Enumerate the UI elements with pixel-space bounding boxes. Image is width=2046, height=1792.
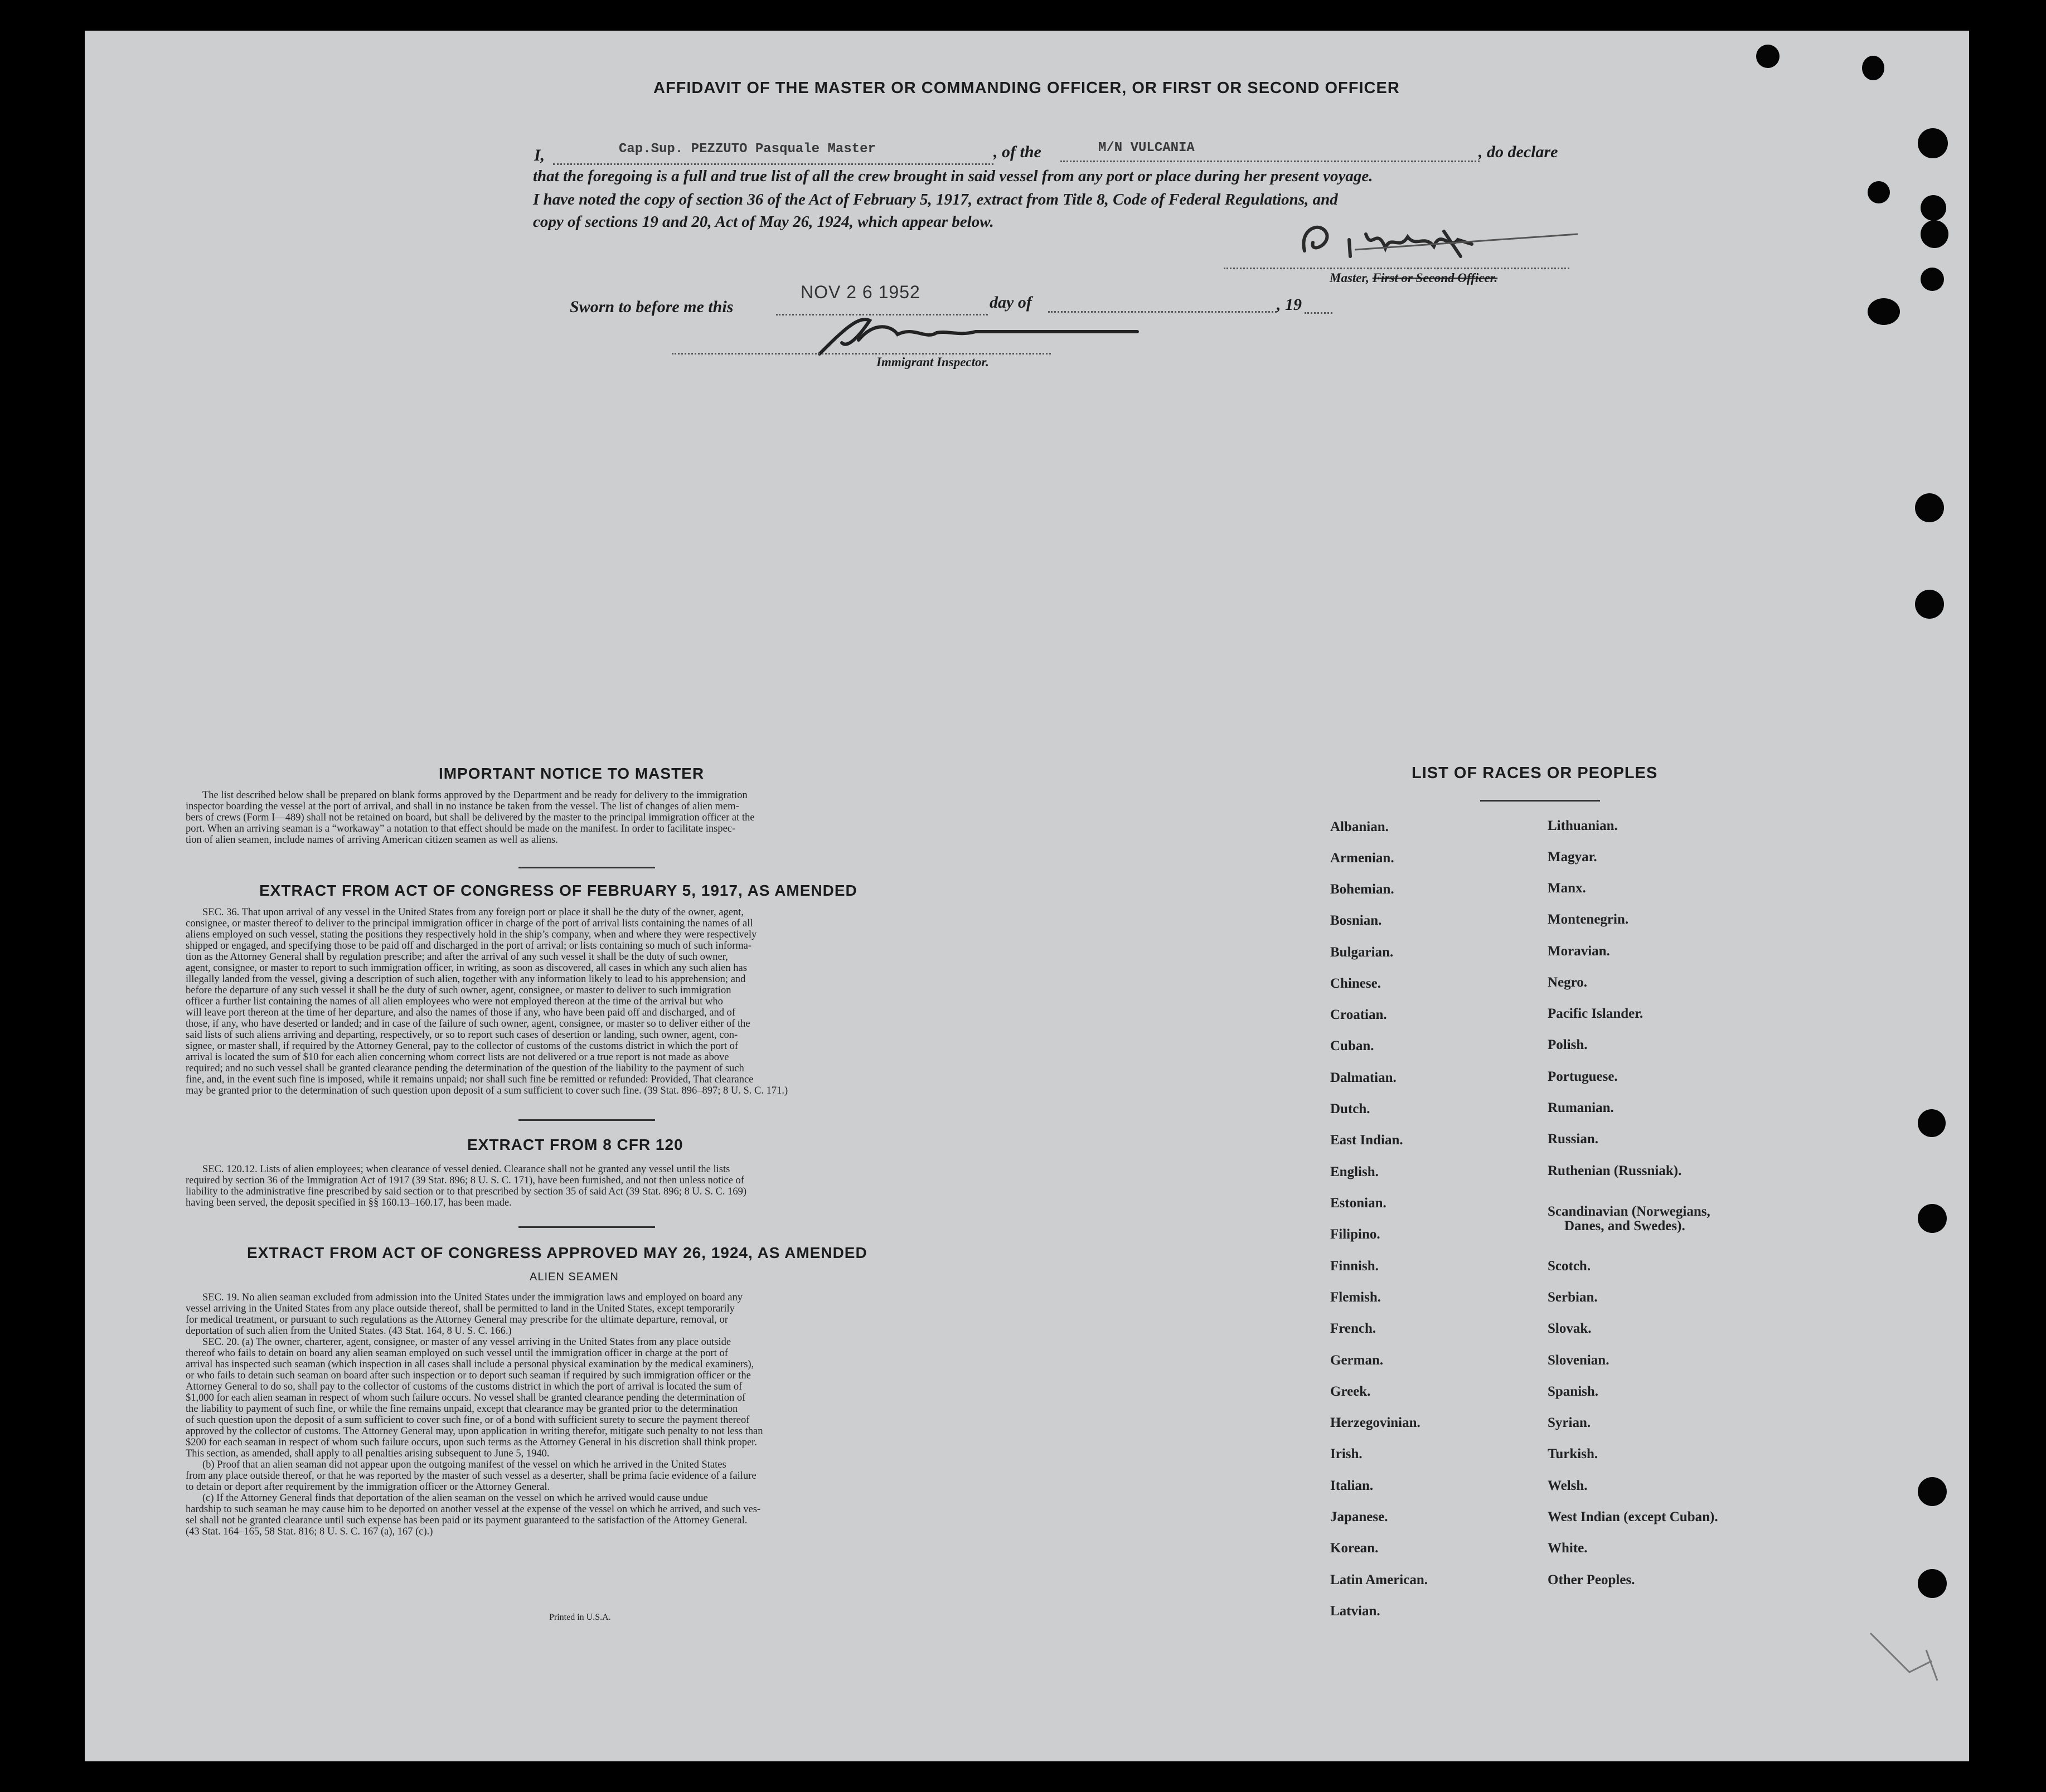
extract-8cfr-line: required by section 36 of the Immigration Act of 1917 (39 Stat. 896; 8 U. S. C. 171), have been furnished, and not then unless notice of bbox=[186, 1175, 744, 1186]
affidavit-line-2: that the foregoing is a full and true list of all the crew brought in said vessel from any port or place during her present voyage. bbox=[533, 167, 1373, 185]
races-title-underline bbox=[1480, 800, 1600, 802]
race-item: West Indian (except Cuban). bbox=[1548, 1509, 1718, 1524]
master-signature-line bbox=[1224, 268, 1569, 269]
extract-1924-subtitle: ALIEN SEAMEN bbox=[530, 1271, 619, 1283]
stamp-date: NOV 2 6 1952 bbox=[801, 282, 920, 302]
race-item: Welsh. bbox=[1548, 1478, 1588, 1493]
notice-line: tion of alien seamen, include names of arriving American citizen seamen as well as aliens. bbox=[186, 834, 558, 846]
race-item: Armenian. bbox=[1330, 851, 1394, 866]
extract-1924-line: SEC. 20. (a) The owner, charterer, agent, consignee, or master of any vessel arriving in the United States from any place outside bbox=[202, 1337, 731, 1348]
race-item: Bosnian. bbox=[1330, 913, 1382, 928]
extract-1924-line: Attorney General to do so, shall pay to the collector of customs of the customs district in which the port of arrival is located the sum of bbox=[186, 1381, 743, 1392]
extract-1924-line: thereof who fails to detain on board any alien seaman employed on such vessel until the immigration officer in charge at the port of bbox=[186, 1348, 728, 1359]
extract-1917-line: those, if any, who have deserted or landed; and in case of the failure of such owner, agent, consignee, or master so to deliver either of the bbox=[186, 1018, 750, 1029]
race-item: Irish. bbox=[1330, 1446, 1363, 1461]
extract-1924-line: $1,000 for each alien seaman in respect of whom such failure occurs. No vessel shall be granted clearance pending the determination of bbox=[186, 1392, 746, 1404]
race-item: Slovak. bbox=[1548, 1321, 1592, 1336]
extract-1924-line: the liability to payment of such fine, or while the fine remains unpaid, except that clearance may be granted prior to the determination bbox=[186, 1404, 738, 1415]
race-item: Magyar. bbox=[1548, 849, 1597, 865]
extract-8cfr-line: liability to the administrative fine prescribed by said section or to that prescribed by section 35 of said Act (39 Stat. 896; 8 U. S. C. 169) bbox=[186, 1186, 747, 1197]
race-item: East Indian. bbox=[1330, 1133, 1403, 1148]
extract-1924-line: vessel arriving in the United States from any place outside thereof, shall be permitted to land in the United States, except temporarily bbox=[186, 1303, 735, 1314]
year-label: , 19 bbox=[1277, 295, 1302, 314]
vessel-name-field: M/N VULCANIA bbox=[1098, 140, 1195, 156]
race-item: Greek. bbox=[1330, 1384, 1371, 1399]
extract-1917-line: tion as the Attorney General shall by regulation prescribe; and after the arrival of any such vessel it shall be the duty of such owner, bbox=[186, 951, 728, 963]
race-item: Latin American. bbox=[1330, 1572, 1428, 1587]
race-item: Korean. bbox=[1330, 1541, 1379, 1556]
race-item: Slovenian. bbox=[1548, 1353, 1609, 1368]
race-item: Albanian. bbox=[1330, 819, 1389, 834]
race-item: French. bbox=[1330, 1321, 1376, 1336]
affidavit-title: AFFIDAVIT OF THE MASTER OR COMMANDING OFFICER, OR FIRST OR SECOND OFFICER bbox=[653, 79, 1400, 97]
punch-hole bbox=[1915, 590, 1944, 619]
punch-hole bbox=[1862, 56, 1884, 80]
race-item: White. bbox=[1548, 1541, 1588, 1556]
extract-1917-line: aliens employed on such vessel, stating the positions they respectively hold in the ship’s company, when and where they were respectively bbox=[186, 929, 757, 940]
race-item: Ruthenian (Russniak). bbox=[1548, 1163, 1682, 1178]
extract-1924-line: approved by the collector of customs. The Attorney General may, upon application in writing therefor, mitigate such penalty to not less than bbox=[186, 1426, 763, 1437]
section-divider bbox=[518, 1119, 655, 1121]
day-of-label: day of bbox=[990, 293, 1032, 312]
race-item: Rumanian. bbox=[1548, 1100, 1614, 1115]
race-item: Pacific Islander. bbox=[1548, 1006, 1643, 1021]
extract-1924-line: $200 for each seaman in respect of whom such failure occurs, upon such terms as the Attorney General in his discretion shall think proper. bbox=[186, 1437, 757, 1448]
extract-1917-line: will leave port thereon at the time of her departure, and also the names of those if any, who have been paid off and discharged, and of bbox=[186, 1007, 735, 1018]
race-item: Japanese. bbox=[1330, 1509, 1388, 1524]
punch-hole bbox=[1918, 1569, 1947, 1598]
notice-title: IMPORTANT NOTICE TO MASTER bbox=[439, 765, 705, 782]
extract-1924-line: or who fails to detain such seaman on board after such inspection or to deport such seaman if required by such immigration officer or the bbox=[186, 1370, 751, 1381]
race-item: Spanish. bbox=[1548, 1384, 1599, 1399]
extract-1924-line: to detain or deport after requirement by the immigration officer or the Attorney General. bbox=[186, 1482, 550, 1493]
master-signature bbox=[1288, 217, 1583, 268]
extract-1924-text bbox=[186, 1292, 994, 1537]
punch-hole bbox=[1921, 220, 1948, 248]
affidavit-i-label: I, bbox=[534, 146, 545, 164]
race-item: Italian. bbox=[1330, 1478, 1374, 1493]
vessel-name-line bbox=[1060, 161, 1480, 162]
race-item: Scandinavian (Norwegians, bbox=[1548, 1204, 1710, 1219]
extract-1924-title: EXTRACT FROM ACT OF CONGRESS APPROVED MAY 26, 1924, AS AMENDED bbox=[247, 1244, 867, 1261]
declare-label: , do declare bbox=[1478, 143, 1558, 161]
race-item: Russian. bbox=[1548, 1131, 1599, 1147]
extract-1924-line: (43 Stat. 164–165, 58 Stat. 816; 8 U. S. C. 167 (a), 167 (c).) bbox=[186, 1526, 433, 1537]
sworn-label: Sworn to before me this bbox=[570, 298, 734, 316]
year-line bbox=[1305, 312, 1332, 314]
punch-hole bbox=[1921, 268, 1944, 291]
master-label-struck: First or Second Officer. bbox=[1372, 271, 1498, 285]
extract-1924-line: arrival has inspected such seaman (which inspection in all cases shall include a personal physical examination by the medical examiners), bbox=[186, 1359, 754, 1370]
extract-1917-line: signee, or master shall, if required by the Attorney General, pay to the collector of customs of the customs district in which the port of bbox=[186, 1041, 739, 1052]
extract-1924-line: of such question upon the deposit of a sum sufficient to cover such fine, or of a bond with sufficient surety to secure the payment thereof bbox=[186, 1415, 750, 1426]
notice-line: inspector boarding the vessel at the port of arrival, and shall in no instance be taken from the vessel. The list of changes of alien mem- bbox=[186, 801, 739, 812]
extract-1917-line: required; and no such vessel shall be granted clearance pending the determination of the question of the liability to the payment of such bbox=[186, 1063, 744, 1074]
master-name-field: Cap.Sup. PEZZUTO Pasquale Master bbox=[619, 142, 876, 157]
extract-1924-line: This section, as amended, shall apply to all penalties arising subsequent to June 5, 1940. bbox=[186, 1448, 550, 1459]
punch-hole bbox=[1868, 298, 1900, 325]
master-label-text: Master, bbox=[1330, 271, 1369, 285]
race-item: Manx. bbox=[1548, 881, 1586, 896]
notice-line: The list described below shall be prepared on blank forms approved by the Department and be ready for delivery to the immigration bbox=[202, 790, 748, 801]
extract-1917-title: EXTRACT FROM ACT OF CONGRESS OF FEBRUARY 5, 1917, AS AMENDED bbox=[259, 882, 857, 899]
notice-line: port. When an arriving seaman is a “workaway” a notation to that effect should be made on the manifest. In order to facilitate inspec- bbox=[186, 823, 736, 834]
races-title: LIST OF RACES OR PEOPLES bbox=[1412, 764, 1658, 782]
extract-8cfr-line: having been served, the deposit specified in §§ 160.13–160.17, has been made. bbox=[186, 1197, 512, 1208]
extract-1924-line: SEC. 19. No alien seaman excluded from admission into the United States under the immigration laws and employed on board any bbox=[202, 1292, 743, 1303]
master-name-line bbox=[553, 163, 993, 165]
race-item: Moravian. bbox=[1548, 944, 1610, 959]
punch-hole bbox=[1918, 1204, 1947, 1233]
extract-1917-line: said lists of such aliens arriving and departing, respectively, or so to report such cases of desertion or landing, such owner, agent, con- bbox=[186, 1029, 738, 1041]
race-item: Polish. bbox=[1548, 1037, 1588, 1052]
extract-1917-line: consignee, or master thereof to deliver to the principal immigration officer in charge of the port of arrival lists containing the names of all bbox=[186, 918, 753, 929]
race-item: Filipino. bbox=[1330, 1227, 1380, 1242]
extract-1924-line: (c) If the Attorney General finds that deportation of the alien seaman on the vessel on which he arrived would cause undue bbox=[202, 1493, 708, 1504]
affidavit-line-4: copy of sections 19 and 20, Act of May 26, 1924, which appear below. bbox=[533, 213, 994, 231]
race-item: Flemish. bbox=[1330, 1290, 1381, 1305]
extract-1917-line: arrival is located the sum of $10 for each alien concerning whom correct lists are not delivered or a true report is not made as above bbox=[186, 1052, 729, 1063]
race-item: Dutch. bbox=[1330, 1101, 1370, 1116]
race-item: Bulgarian. bbox=[1330, 945, 1394, 960]
extract-1917-line: illegally landed from the vessel, giving a description of such alien, together with any information likely to lead to his apprehension; and bbox=[186, 974, 746, 985]
race-item: Chinese. bbox=[1330, 976, 1381, 991]
extract-1917-line: shipped or engaged, and specifying those to be paid off and discharged in the port of arrival; or lists containing so much of such informa- bbox=[186, 940, 752, 951]
extract-1917-line: before the departure of any such vessel it shall be the duty of such owner, agent, consignee, or master to deliver to such immigration bbox=[186, 985, 731, 996]
race-item: Herzegovinian. bbox=[1330, 1415, 1420, 1430]
extract-8cfr-text bbox=[186, 1164, 994, 1208]
extract-8cfr-title: EXTRACT FROM 8 CFR 120 bbox=[467, 1136, 683, 1153]
extract-1917-line: agent, consignee, or master to report to such immigration officer, in writing, as soon as discovered, all cases in which any such alien has bbox=[186, 963, 747, 974]
race-item: Syrian. bbox=[1548, 1415, 1591, 1430]
race-item: Turkish. bbox=[1548, 1446, 1598, 1461]
extract-1924-line: sel shall not be granted clearance until such expense has been paid or its payment guaranteed to the satisfaction of the Attorney General. bbox=[186, 1515, 748, 1526]
race-item: Finnish. bbox=[1330, 1259, 1379, 1274]
race-item: Portuguese. bbox=[1548, 1069, 1618, 1084]
extract-1924-line: deportation of such alien from the United States. (43 Stat. 164, 8 U. S. C. 166.) bbox=[186, 1325, 512, 1337]
punch-hole bbox=[1918, 128, 1948, 158]
race-item: Montenegrin. bbox=[1548, 912, 1629, 927]
punch-hole bbox=[1921, 195, 1946, 221]
race-item: Bohemian. bbox=[1330, 882, 1394, 897]
race-item: German. bbox=[1330, 1353, 1384, 1368]
race-item: Estonian. bbox=[1330, 1196, 1386, 1211]
race-item: Latvian. bbox=[1330, 1604, 1380, 1619]
race-item: Croatian. bbox=[1330, 1007, 1387, 1022]
extract-8cfr-line: SEC. 120.12. Lists of alien employees; when clearance of vessel denied. Clearance shall not be granted any vessel until the lists bbox=[202, 1164, 730, 1175]
race-item: Cuban. bbox=[1330, 1038, 1374, 1053]
race-item: English. bbox=[1330, 1164, 1379, 1179]
punch-hole bbox=[1918, 1477, 1947, 1506]
section-divider bbox=[518, 1226, 655, 1228]
race-item: Lithuanian. bbox=[1548, 818, 1618, 833]
extract-1924-line: for medical treatment, or pursuant to such regulations as the Attorney General may prescribe for the ultimate departure, removal, or bbox=[186, 1314, 728, 1325]
race-item: Negro. bbox=[1548, 975, 1588, 990]
affidavit-line-3: I have noted the copy of section 36 of the Act of February 5, 1917, extract from Title 8, Code of Federal Regulations, and bbox=[533, 191, 1338, 208]
race-item: Danes, and Swedes). bbox=[1564, 1218, 1685, 1233]
punch-hole bbox=[1915, 493, 1944, 522]
race-item: Scotch. bbox=[1548, 1259, 1591, 1274]
race-item: Dalmatian. bbox=[1330, 1070, 1397, 1085]
extract-1924-line: (b) Proof that an alien seaman did not appear upon the outgoing manifest of the vessel on which he arrived in the United States bbox=[202, 1459, 726, 1470]
extract-1924-line: hardship to such seaman he may cause him to be deported on another vessel at the expense of the vessel on which he arrived, and such ves- bbox=[186, 1504, 761, 1515]
inspector-signature bbox=[808, 309, 1143, 360]
punch-hole bbox=[1918, 1109, 1946, 1137]
extract-1917-line: may be granted prior to the determination of such question upon deposit of a sum sufficient to cover such fine. (39 Stat. 896–897; 8 U. S. C. 171.) bbox=[186, 1085, 788, 1096]
extract-1924-line: from any place outside thereof, or that he was reported by the master of such vessel as a deserter, shall be prima facie evidence of a failure bbox=[186, 1470, 757, 1482]
race-item: Serbian. bbox=[1548, 1290, 1598, 1305]
punch-hole bbox=[1756, 45, 1780, 68]
of-the-label: , of the bbox=[993, 143, 1041, 161]
printed-label: Printed in U.S.A. bbox=[549, 1613, 611, 1622]
extract-1917-line: fine, and, in the event such fine is imposed, while it remains unpaid; nor shall such fine be remitted or refunded: Provided, That clearance bbox=[186, 1074, 754, 1085]
inspector-signature-line bbox=[672, 353, 1051, 354]
notice-text bbox=[186, 790, 994, 846]
inspector-label: Immigrant Inspector. bbox=[876, 355, 989, 369]
punch-hole bbox=[1868, 181, 1890, 203]
extract-1917-text bbox=[186, 907, 994, 1096]
extract-1917-line: SEC. 36. That upon arrival of any vessel in the United States from any foreign port or place it shall be the duty of the owner, agent, bbox=[202, 907, 744, 918]
master-label bbox=[1330, 271, 1497, 285]
section-divider bbox=[518, 867, 655, 868]
race-item: Other Peoples. bbox=[1548, 1572, 1635, 1587]
pencil-mark bbox=[1865, 1628, 1948, 1689]
notice-line: bers of crews (Form I—489) shall not be retained on board, but shall be delivered by the master to the principal immigration officer at the bbox=[186, 812, 755, 823]
extract-1917-line: officer a further list containing the names of all alien employees who were not employed thereon at the time of the arrival but who bbox=[186, 996, 723, 1007]
